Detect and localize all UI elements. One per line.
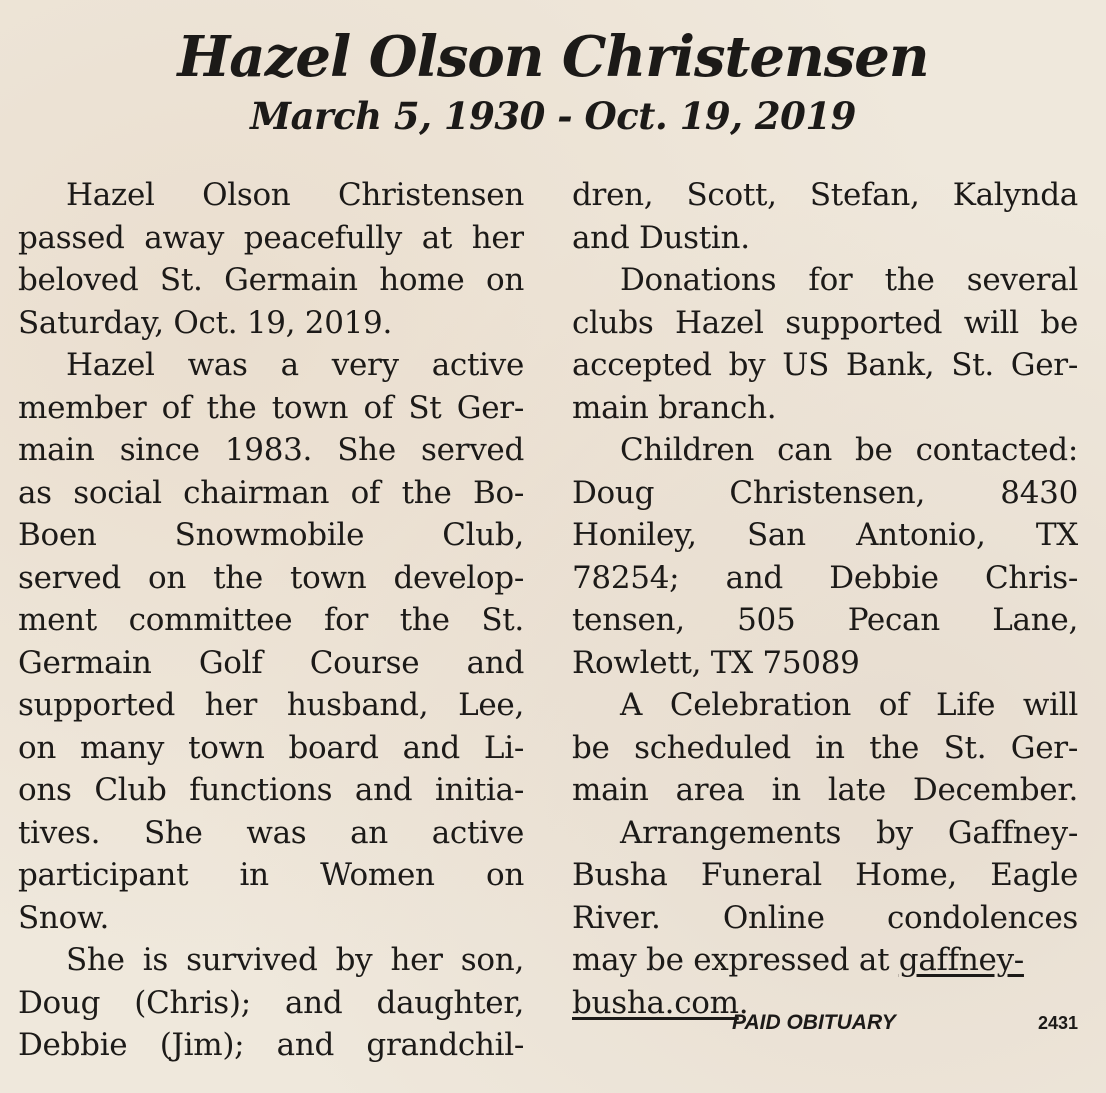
body-line: Doug Christensen, 8430 — [572, 474, 1078, 511]
left-column — [18, 174, 524, 1067]
obituary-name: Hazel Olson Christensen — [177, 24, 929, 90]
body-line: Busha Funeral Home, Eagle — [572, 857, 1078, 893]
ad-code: 2431 — [1037, 1013, 1078, 1033]
body-line: clubs Hazel supported will be — [572, 304, 1078, 341]
website-link[interactable]: busha.com — [572, 984, 739, 1021]
body-line: Honiley, San Antonio, TX — [572, 517, 1078, 553]
body-line: dren, Scott, Stefan, Kalynda — [572, 177, 1078, 213]
right-column — [572, 174, 1078, 1024]
paid-obituary-label: PAID OBITUARY — [732, 1011, 896, 1034]
body-line: Hazel was a very active — [66, 347, 524, 383]
footer — [572, 1008, 1078, 1038]
body-line: tives. She was an active — [18, 814, 524, 851]
body-line: main since 1983. She served — [18, 432, 524, 468]
body-line: supported her husband, Lee, — [18, 687, 524, 723]
body-line: main area in late December. — [572, 772, 1078, 808]
body-line: Donations for the several — [620, 262, 1078, 298]
body-line: A Celebration of Life will — [620, 687, 1078, 723]
body-line: 78254; and Debbie Chris- — [572, 559, 1078, 596]
body-line: tensen, 505 Pecan Lane, — [572, 602, 1078, 638]
body-line: Hazel Olson Christensen — [66, 177, 524, 213]
body-line: Debbie (Jim); and grandchil- — [18, 1027, 524, 1063]
body-line: and Dustin. — [572, 219, 750, 256]
body-line: member of the town of St Ger- — [18, 389, 524, 426]
body-line: be scheduled in the St. Ger- — [572, 729, 1078, 766]
body-line: Germain Golf Course and — [18, 644, 524, 681]
body-line: main branch. — [572, 389, 777, 426]
body-line: on many town board and Li- — [18, 729, 524, 766]
body-line: Children can be contacted: — [620, 432, 1078, 468]
body-text: . — [738, 984, 749, 1021]
body-line: River. Online condolences — [572, 899, 1078, 936]
body-line: Arrangements by Gaffney- — [620, 814, 1078, 851]
body-line: beloved St. Germain home on — [18, 262, 524, 298]
body-line: Rowlett, TX 75089 — [572, 644, 860, 681]
body-line: Doug (Chris); and daughter, — [18, 984, 524, 1021]
body-text: may be expressed at — [572, 942, 899, 978]
body-line — [572, 939, 1078, 982]
body-line: accepted by US Bank, St. Ger- — [572, 347, 1078, 383]
body-line: ment committee for the St. — [18, 602, 524, 638]
body-line: She is survived by her son, — [66, 942, 524, 978]
body-line: participant in Women on — [18, 857, 524, 893]
body-line: Saturday, Oct. 19, 2019. — [18, 304, 393, 341]
body-line: as social chairman of the Bo- — [18, 474, 524, 511]
website-link[interactable]: gaffney- — [898, 942, 1024, 978]
body-line: passed away peacefully at her — [18, 219, 524, 256]
body-line: Snow. — [18, 899, 110, 936]
life-dates: March 5, 1930 - Oct. 19, 2019 — [250, 94, 856, 138]
body-line: Boen Snowmobile Club, — [18, 517, 524, 553]
body-line: served on the town develop- — [18, 559, 524, 596]
body-line: ons Club functions and initia- — [18, 772, 524, 808]
